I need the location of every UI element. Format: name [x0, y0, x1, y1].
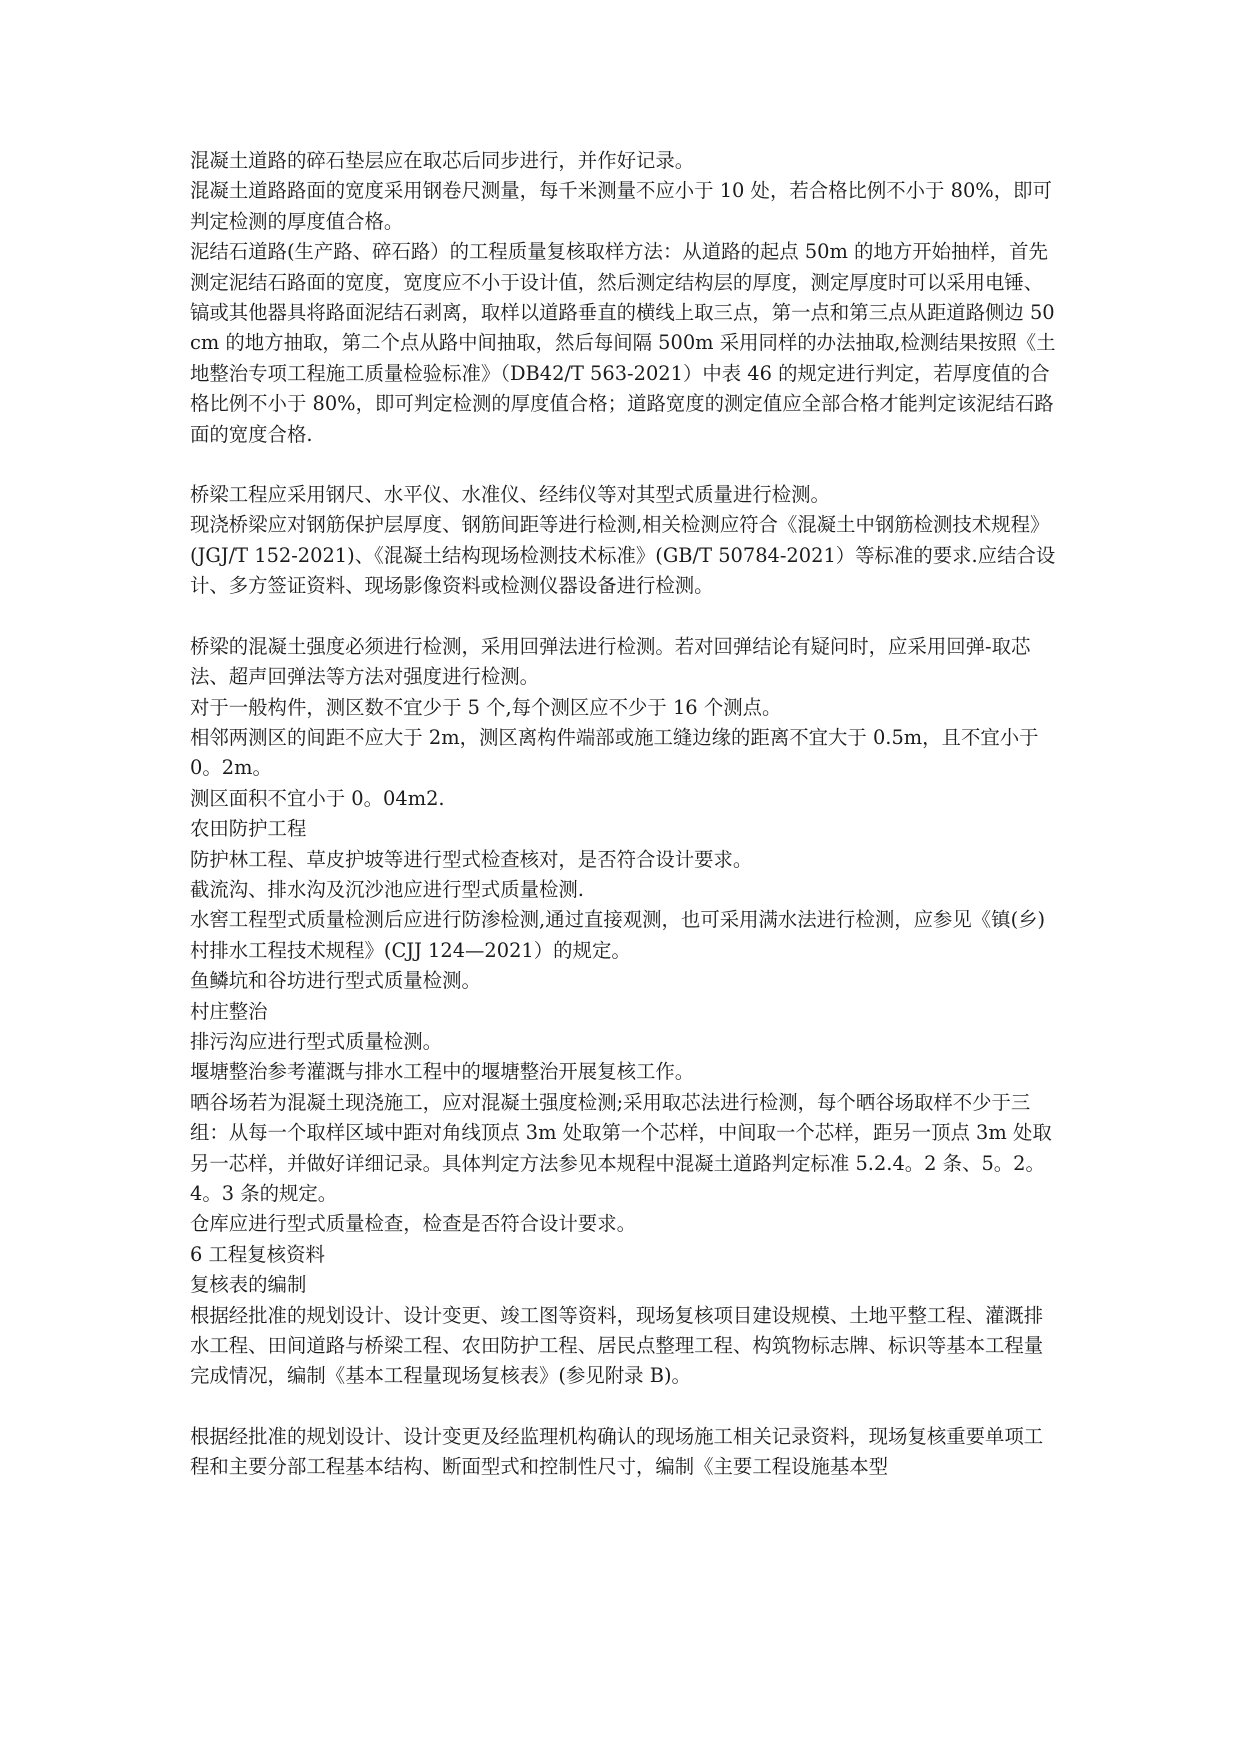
- paragraph: 仓库应进行型式质量检查，检查是否符合设计要求。: [190, 1212, 636, 1236]
- paragraph: 鱼鳞坑和谷坊进行型式质量检测。: [190, 969, 481, 993]
- paragraph: 排污沟应进行型式质量检测。: [190, 1029, 443, 1053]
- paragraph-gap: [190, 602, 1056, 632]
- paragraph: 截流沟、排水沟及沉沙池应进行型式质量检测.: [190, 877, 584, 901]
- document-body: [190, 146, 1056, 1483]
- paragraph: 根据经批准的规划设计、设计变更及经监理机构确认的现场施工相关记录资料，现场复核重要单项工程和主要分部工程基本结构、断面型式和控制性尺寸，编制《主要工程设施基本型: [190, 1424, 1044, 1479]
- section-heading: 村庄整治: [190, 999, 268, 1023]
- paragraph-gap: [190, 1392, 1056, 1422]
- paragraph: 对于一般构件，测区数不宜少于 5 个,每个测区应不少于 16 个测点。: [190, 695, 782, 719]
- paragraph: 晒谷场若为混凝土现浇施工，应对混凝土强度检测;采用取芯法进行检测，每个晒谷场取样不少于三组：从每一个取样区域中距对角线顶点 3m 处取第一个芯样，中间取一个芯样，距另一顶点 3m 处取另一芯样，并做好详细记录。具体判定方法参见本规程中混凝土道路判定标准 5.2.4。2 条、5。2。4。3 条的规定。: [190, 1090, 1052, 1205]
- paragraph: 混凝土道路路面的宽度采用钢卷尺测量，每千米测量不应小于 10 处，若合格比例不小于 80%，即可判定检测的厚度值合格。: [190, 179, 1052, 233]
- paragraph: 桥梁工程应采用钢尺、水平仪、水准仪、经纬仪等对其型式质量进行检测。: [190, 483, 830, 507]
- paragraph: 混凝土道路的碎石垫层应在取芯后同步进行，并作好记录。: [190, 149, 695, 172]
- subsection-heading: 复核表的编制: [190, 1273, 307, 1297]
- paragraph: 现浇桥梁应对钢筋保护层厚度、钢筋间距等进行检测,相关检测应符合《混凝土中钢筋检测技术规程》(JGJ/T 152-2021)、《混凝土结构现场检测技术标准》(GB/T 50784-2021）等标准的要求.应结合设计、多方签证资料、现场影像资料或检测仪器设备进行检测。: [190, 513, 1056, 598]
- paragraph: 堰塘整治参考灌溉与排水工程中的堰塘整治开展复核工作。: [190, 1060, 695, 1084]
- section-heading: 6 工程复核资料: [190, 1242, 325, 1266]
- paragraph: 水窖工程型式质量检测后应进行防渗检测,通过直接观测，也可采用满水法进行检测，应参见《镇(乡)村排水工程技术规程》(CJJ 124—2021）的规定。: [190, 908, 1046, 962]
- paragraph: 泥结石道路(生产路、碎石路）的工程质量复核取样方法：从道路的起点 50m 的地方开始抽样，首先测定泥结石路面的宽度，宽度应不小于设计值，然后测定结构层的厚度，测定厚度时可以采用电锤、镐或其他器具将路面泥结石剥离，取样以道路垂直的横线上取三点，第一点和第三点从距道路侧边 50cm 的地方抽取，第二个点从路中间抽取，然后每间隔 500m 采用同样的办法抽取,检测结果按照《土地整治专项工程施工质量检验标准》（DB42/T 563-2021）中表 46 的规定进行判定，若厚度值的合格比例不小于 80%，即可判定检测的厚度值合格；道路宽度的测定值应全部合格才能判定该泥结石路面的宽度合格.: [190, 240, 1056, 446]
- paragraph-gap: [190, 450, 1056, 480]
- section-heading: 农田防护工程: [190, 817, 307, 841]
- paragraph: 相邻两测区的间距不应大于 2m，测区离构件端部或施工缝边缘的距离不宜大于 0.5m，且不宜小于 0。2m。: [190, 725, 1039, 780]
- paragraph: 防护林工程、草皮护坡等进行型式检查核对，是否符合设计要求。: [190, 847, 753, 871]
- paragraph: 桥梁的混凝土强度必须进行检测，采用回弹法进行检测。若对回弹结论有疑问时，应采用回弹-取芯法、超声回弹法等方法对强度进行检测。: [190, 634, 1031, 689]
- paragraph: 测区面积不宜小于 0。04m2.: [190, 786, 445, 810]
- paragraph: 根据经批准的规划设计、设计变更、竣工图等资料，现场复核项目建设规模、土地平整工程、灌溉排水工程、田间道路与桥梁工程、农田防护工程、居民点整理工程、构筑物标志牌、标识等基本工程量完成情况，编制《基本工程量现场复核表》(参见附录 B)。: [190, 1303, 1044, 1388]
